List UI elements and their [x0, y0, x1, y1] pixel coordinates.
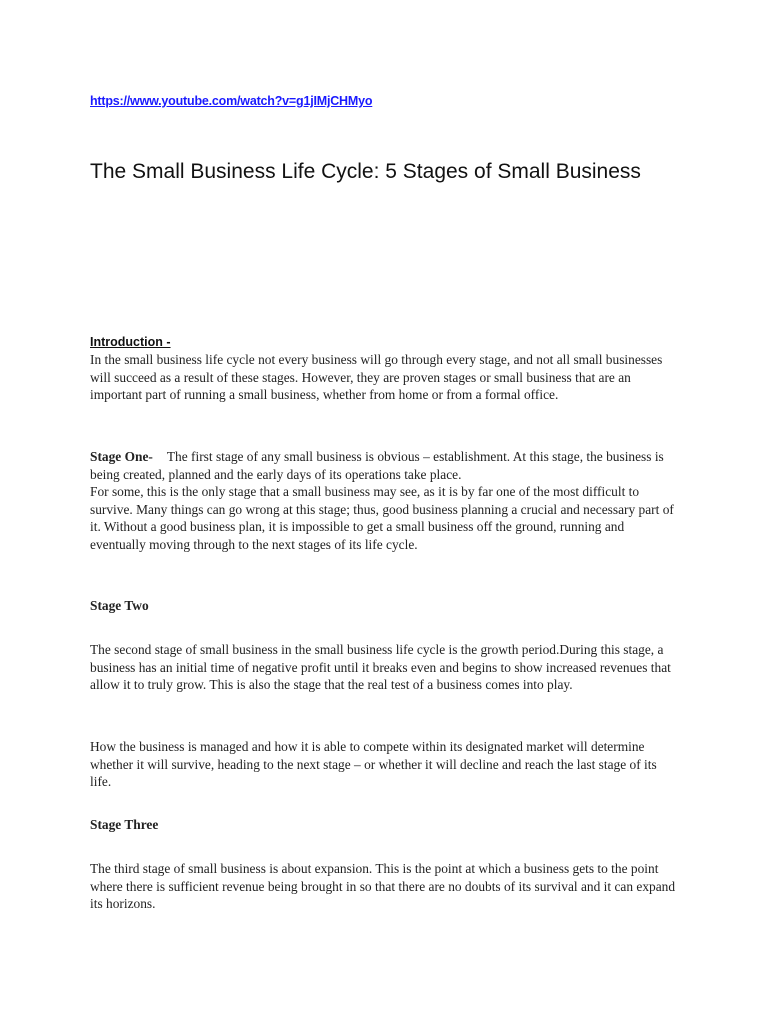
stage-one-text-1: The first stage of any small business is obvious – establishment. At this stage, the business is being created, planned and the early days of its operations take place. [90, 449, 664, 482]
stage-one-paragraph-1 [90, 448, 680, 483]
stage-one-label: Stage One- [90, 449, 153, 464]
stage-two-paragraph-2: How the business is managed and how it is able to compete within its designated market will determine whether it will survive, heading to the next stage – or whether it will decline and reach the last stage of its life. [90, 739, 657, 789]
stage-one-paragraph-2: For some, this is the only stage that a small business may see, as it is by far one of the most difficult to survive. Many things can go wrong at this stage; thus, good business planning a crucial and necessary part of it. Without a good business plan, it is impossible to get a small business off the ground, running and eventually moving through to the next stages of its life cycle. [90, 484, 674, 552]
youtube-link[interactable]: https://www.youtube.com/watch?v=g1jIMjCHMyo [90, 94, 373, 108]
stage-two-paragraph-1: The second stage of small business in the small business life cycle is the growth period.During this stage, a business has an initial time of negative profit until it breaks even and begins to show increased revenues that allow it to truly grow. This is also the stage that the real test of a business comes into play. [90, 642, 671, 692]
introduction-section [90, 334, 680, 404]
stage-two-heading: Stage Two [90, 598, 149, 613]
document-title: The Small Business Life Cycle: 5 Stages of Small Business [90, 160, 641, 183]
stage-one-section [90, 448, 680, 553]
stage-three-paragraph-1: The third stage of small business is about expansion. This is the point at which a business gets to the point where there is sufficient revenue being brought in so that there are no doubts of its survival and it can expand its horizons. [90, 861, 676, 911]
introduction-paragraph: In the small business life cycle not every business will go through every stage, and not all small businesses will succeed as a result of these stages. However, they are proven stages or small business that are an important part of running a small business, whether from home or from a formal office. [90, 352, 663, 402]
introduction-heading: Introduction - [90, 335, 171, 349]
stage-three-heading: Stage Three [90, 817, 159, 832]
